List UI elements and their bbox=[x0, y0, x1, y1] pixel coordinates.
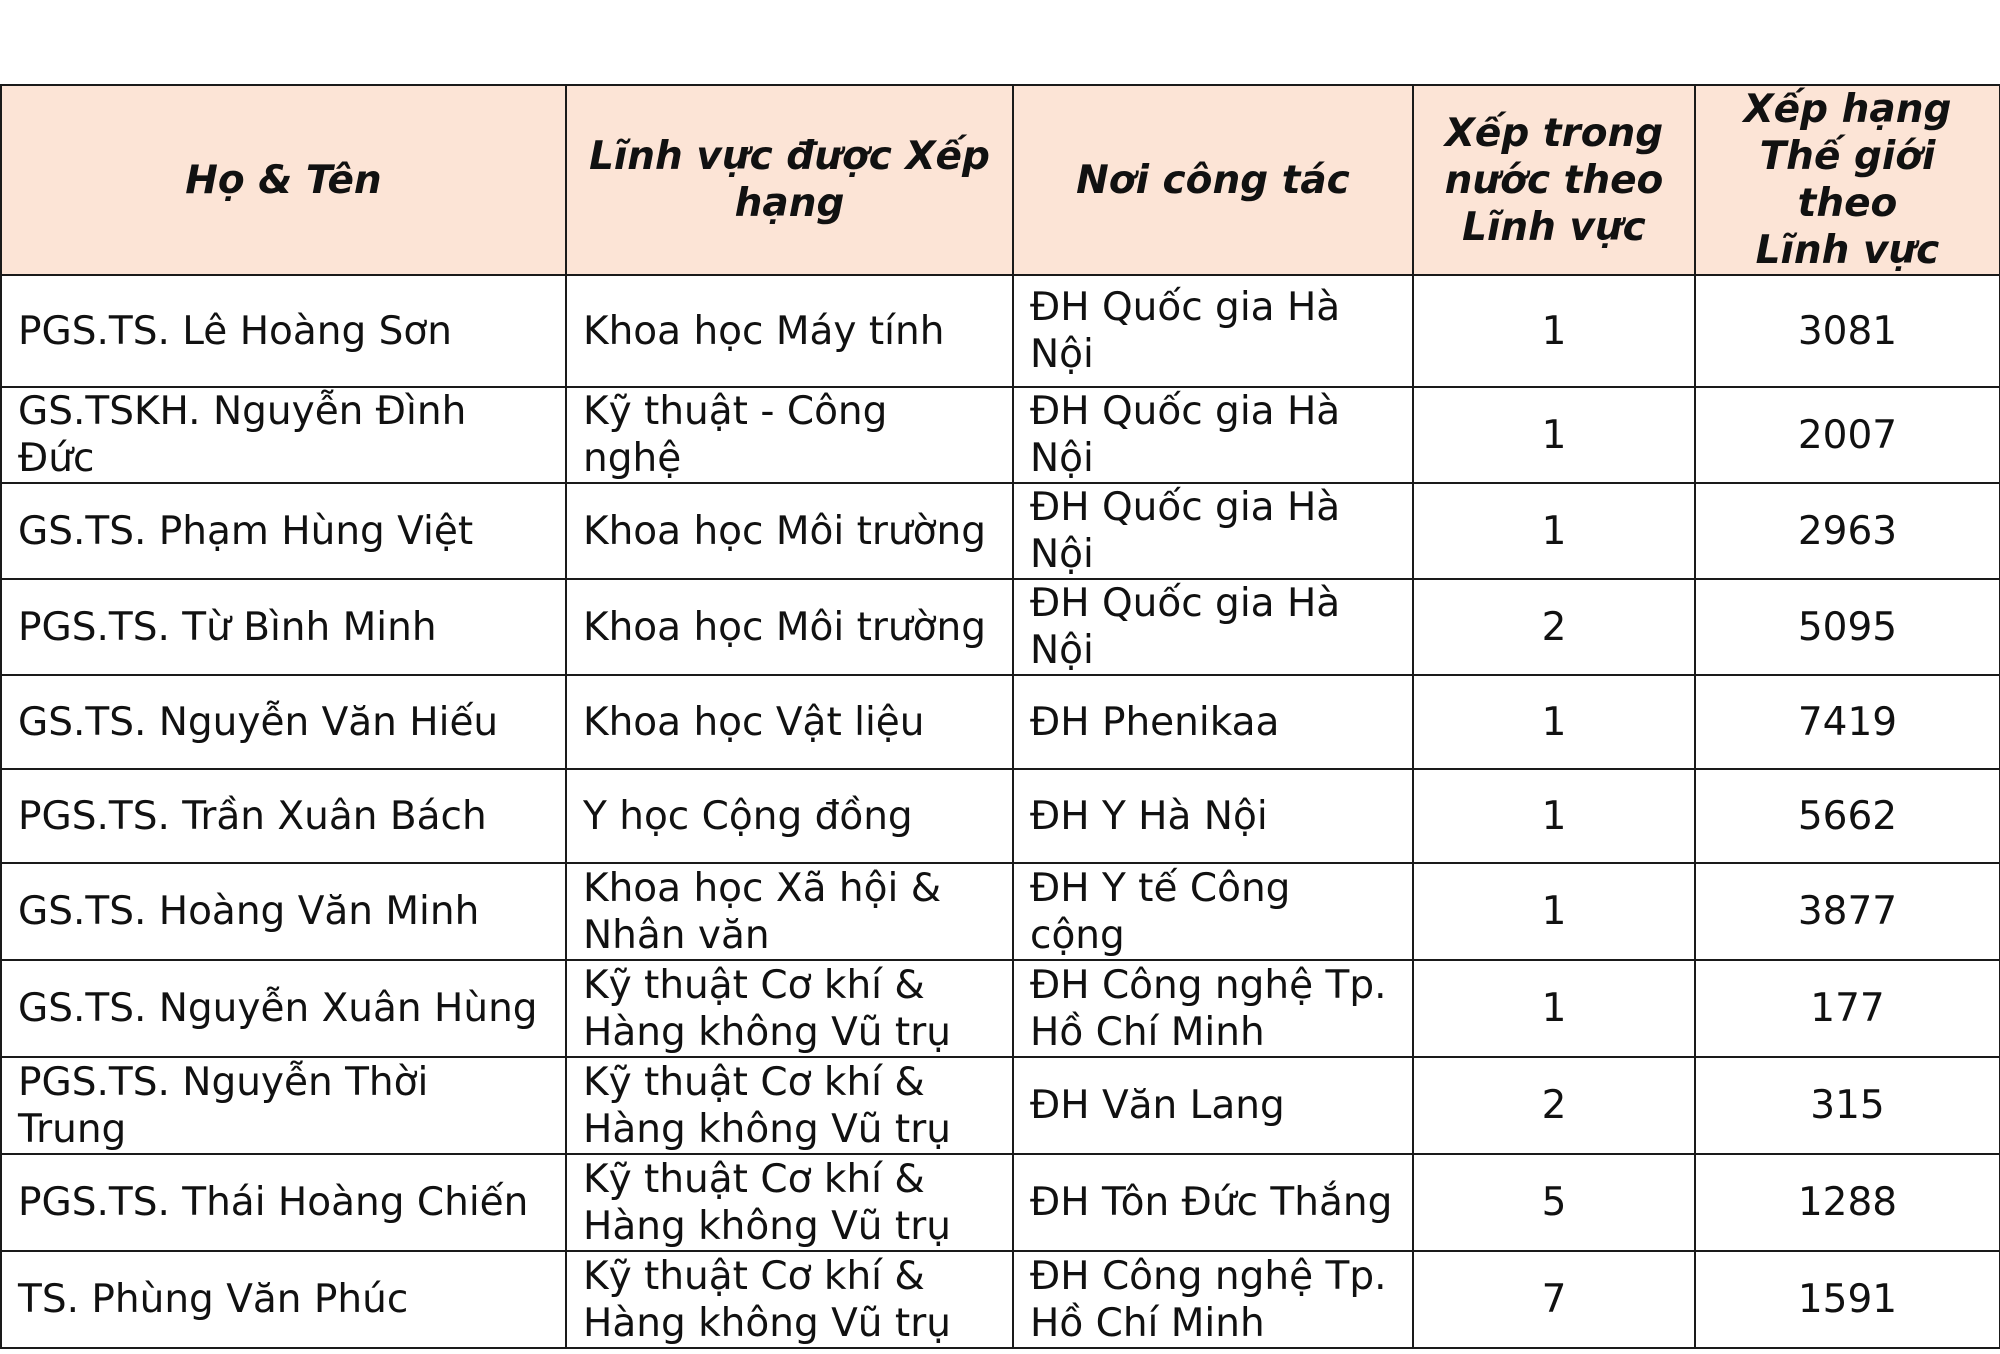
cell-world-rank: 3081 bbox=[1695, 275, 2000, 387]
header-world-rank: Xếp hạng Thế giới theo Lĩnh vực bbox=[1695, 85, 2000, 275]
cell-world-rank: 2963 bbox=[1695, 483, 2000, 579]
table-row bbox=[1, 579, 2000, 675]
cell-name: PGS.TS. Trần Xuân Bách bbox=[1, 769, 566, 863]
cell-world-rank: 7419 bbox=[1695, 675, 2000, 769]
cell-national-rank: 1 bbox=[1413, 275, 1695, 387]
cell-name: GS.TS. Nguyễn Văn Hiếu bbox=[1, 675, 566, 769]
cell-national-rank: 2 bbox=[1413, 579, 1695, 675]
table-row bbox=[1, 863, 2000, 960]
header-workplace: Nơi công tác bbox=[1013, 85, 1413, 275]
cell-workplace: ĐH Y Hà Nội bbox=[1013, 769, 1413, 863]
cell-national-rank: 1 bbox=[1413, 675, 1695, 769]
table-header-row bbox=[1, 85, 2000, 275]
cell-workplace: ĐH Phenikaa bbox=[1013, 675, 1413, 769]
cell-workplace: ĐH Quốc gia Hà Nội bbox=[1013, 387, 1413, 483]
cell-national-rank: 7 bbox=[1413, 1251, 1695, 1348]
header-field: Lĩnh vực được Xếp hạng bbox=[566, 85, 1013, 275]
cell-workplace: ĐH Quốc gia Hà Nội bbox=[1013, 275, 1413, 387]
cell-field: Y học Cộng đồng bbox=[566, 769, 1013, 863]
cell-field: Kỹ thuật Cơ khí & Hàng không Vũ trụ bbox=[566, 960, 1013, 1057]
cell-name: PGS.TS. Thái Hoàng Chiến bbox=[1, 1154, 566, 1251]
cell-name: PGS.TS. Từ Bình Minh bbox=[1, 579, 566, 675]
cell-workplace: ĐH Tôn Đức Thắng bbox=[1013, 1154, 1413, 1251]
cell-national-rank: 1 bbox=[1413, 863, 1695, 960]
cell-world-rank: 5095 bbox=[1695, 579, 2000, 675]
table-row bbox=[1, 1154, 2000, 1251]
table-row bbox=[1, 387, 2000, 483]
cell-world-rank: 2007 bbox=[1695, 387, 2000, 483]
table-row bbox=[1, 960, 2000, 1057]
cell-workplace: ĐH Văn Lang bbox=[1013, 1057, 1413, 1154]
cell-world-rank: 1591 bbox=[1695, 1251, 2000, 1348]
cell-field: Kỹ thuật - Công nghệ bbox=[566, 387, 1013, 483]
cell-workplace: ĐH Y tế Công cộng bbox=[1013, 863, 1413, 960]
cell-name: GS.TS. Nguyễn Xuân Hùng bbox=[1, 960, 566, 1057]
cell-national-rank: 1 bbox=[1413, 769, 1695, 863]
cell-national-rank: 1 bbox=[1413, 960, 1695, 1057]
table-row bbox=[1, 675, 2000, 769]
cell-name: GS.TS. Hoàng Văn Minh bbox=[1, 863, 566, 960]
cell-field: Khoa học Môi trường bbox=[566, 483, 1013, 579]
cell-field: Khoa học Máy tính bbox=[566, 275, 1013, 387]
table-row bbox=[1, 769, 2000, 863]
cell-field: Kỹ thuật Cơ khí & Hàng không Vũ trụ bbox=[566, 1057, 1013, 1154]
cell-workplace: ĐH Quốc gia Hà Nội bbox=[1013, 483, 1413, 579]
table-row bbox=[1, 275, 2000, 387]
cell-world-rank: 177 bbox=[1695, 960, 2000, 1057]
ranking-table bbox=[0, 84, 2000, 1349]
cell-name: GS.TSKH. Nguyễn Đình Đức bbox=[1, 387, 566, 483]
cell-name: PGS.TS. Nguyễn Thời Trung bbox=[1, 1057, 566, 1154]
cell-national-rank: 5 bbox=[1413, 1154, 1695, 1251]
cell-national-rank: 1 bbox=[1413, 483, 1695, 579]
cell-name: PGS.TS. Lê Hoàng Sơn bbox=[1, 275, 566, 387]
cell-field: Khoa học Xã hội & Nhân văn bbox=[566, 863, 1013, 960]
cell-world-rank: 1288 bbox=[1695, 1154, 2000, 1251]
cell-field: Kỹ thuật Cơ khí & Hàng không Vũ trụ bbox=[566, 1154, 1013, 1251]
cell-workplace: ĐH Công nghệ Tp. Hồ Chí Minh bbox=[1013, 960, 1413, 1057]
cell-national-rank: 2 bbox=[1413, 1057, 1695, 1154]
cell-field: Khoa học Vật liệu bbox=[566, 675, 1013, 769]
cell-workplace: ĐH Công nghệ Tp. Hồ Chí Minh bbox=[1013, 1251, 1413, 1348]
header-national-rank: Xếp trong nước theo Lĩnh vực bbox=[1413, 85, 1695, 275]
cell-world-rank: 315 bbox=[1695, 1057, 2000, 1154]
cell-field: Kỹ thuật Cơ khí & Hàng không Vũ trụ bbox=[566, 1251, 1013, 1348]
table-row bbox=[1, 483, 2000, 579]
cell-world-rank: 3877 bbox=[1695, 863, 2000, 960]
cell-world-rank: 5662 bbox=[1695, 769, 2000, 863]
table-row bbox=[1, 1251, 2000, 1348]
cell-name: GS.TS. Phạm Hùng Việt bbox=[1, 483, 566, 579]
header-name: Họ & Tên bbox=[1, 85, 566, 275]
cell-workplace: ĐH Quốc gia Hà Nội bbox=[1013, 579, 1413, 675]
cell-name: TS. Phùng Văn Phúc bbox=[1, 1251, 566, 1348]
cell-field: Khoa học Môi trường bbox=[566, 579, 1013, 675]
cell-national-rank: 1 bbox=[1413, 387, 1695, 483]
table-row bbox=[1, 1057, 2000, 1154]
